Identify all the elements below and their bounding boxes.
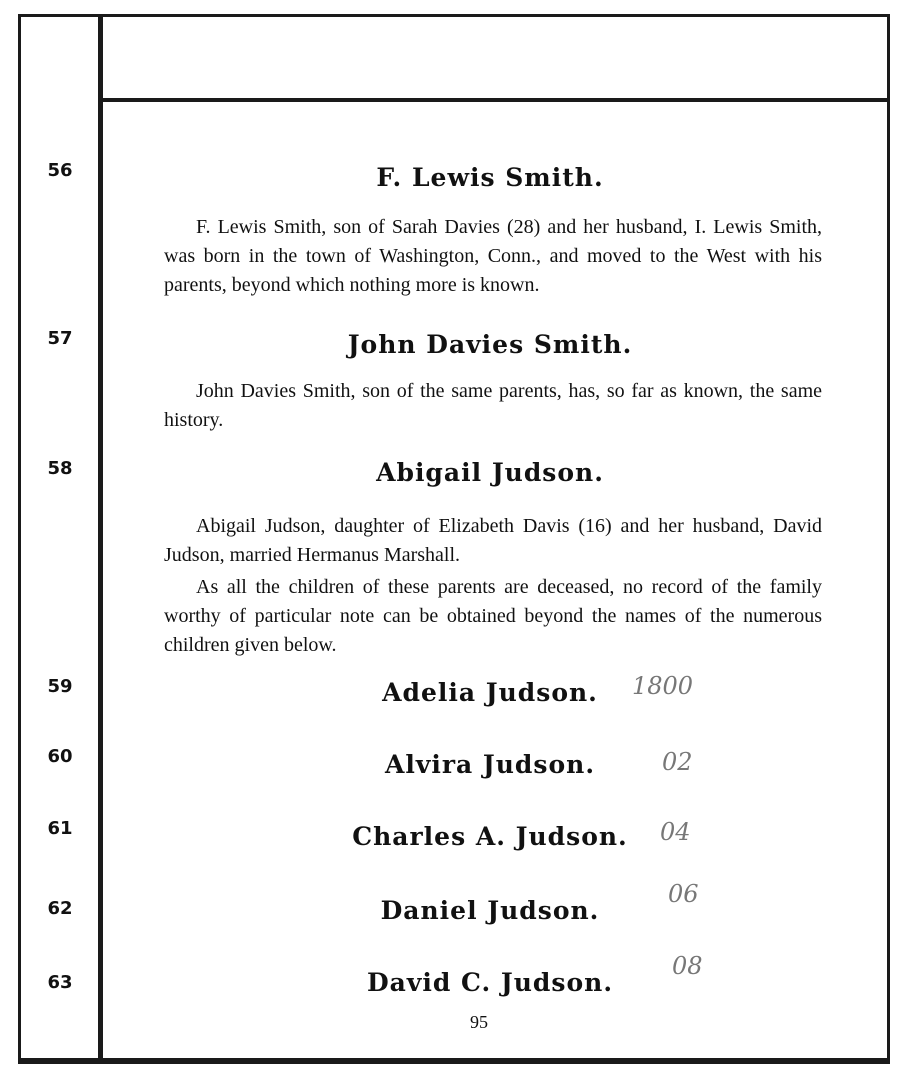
entry-heading: Adelia Judson.	[382, 678, 598, 707]
handwritten-note: 08	[672, 952, 703, 980]
handwritten-note: 02	[662, 748, 693, 776]
entry-number: 56	[47, 160, 73, 181]
page-number: 95	[470, 1012, 488, 1032]
entry-number: 60	[47, 746, 73, 767]
entry-heading: John Davies Smith.	[347, 330, 633, 359]
entry-number: 61	[47, 818, 73, 839]
entry-heading: David C. Judson.	[366, 968, 614, 997]
entry-number: 63	[47, 972, 73, 993]
entry-number: 58	[47, 458, 73, 479]
margin-rule	[98, 14, 103, 1064]
paragraph: John Davies Smith, son of the same parents, has, so far as known, the same history.	[164, 380, 822, 431]
entry-number: 62	[47, 898, 73, 919]
handwritten-note: 06	[668, 880, 699, 908]
entry-heading: Alvira Judson.	[384, 750, 596, 779]
entry-heading: Abigail Judson.	[376, 458, 604, 487]
entry-heading: Daniel Judson.	[380, 896, 600, 925]
header-rule	[98, 98, 890, 102]
footer-rule	[18, 1058, 890, 1062]
paragraph: F. Lewis Smith, son of Sarah Davies (28) and her husband, I. Lewis Smith, was born in the town of Washington, Conn., and moved to the West with his parents, beyond which nothing more is known.	[164, 216, 822, 296]
entry-heading: F. Lewis Smith.	[376, 163, 604, 192]
paragraph: As all the children of these parents are deceased, no record of the family worthy of particular note can be obtained beyond the names of the numerous children given below.	[164, 576, 822, 656]
handwritten-note: 04	[660, 818, 691, 846]
handwritten-note: 1800	[632, 672, 694, 700]
paragraph: Abigail Judson, daughter of Elizabeth Davis (16) and her husband, David Judson, married Hermanus Marshall.	[164, 515, 822, 566]
entry-number: 59	[47, 676, 73, 697]
entry-heading: Charles A. Judson.	[352, 822, 628, 851]
entry-number: 57	[47, 328, 73, 349]
